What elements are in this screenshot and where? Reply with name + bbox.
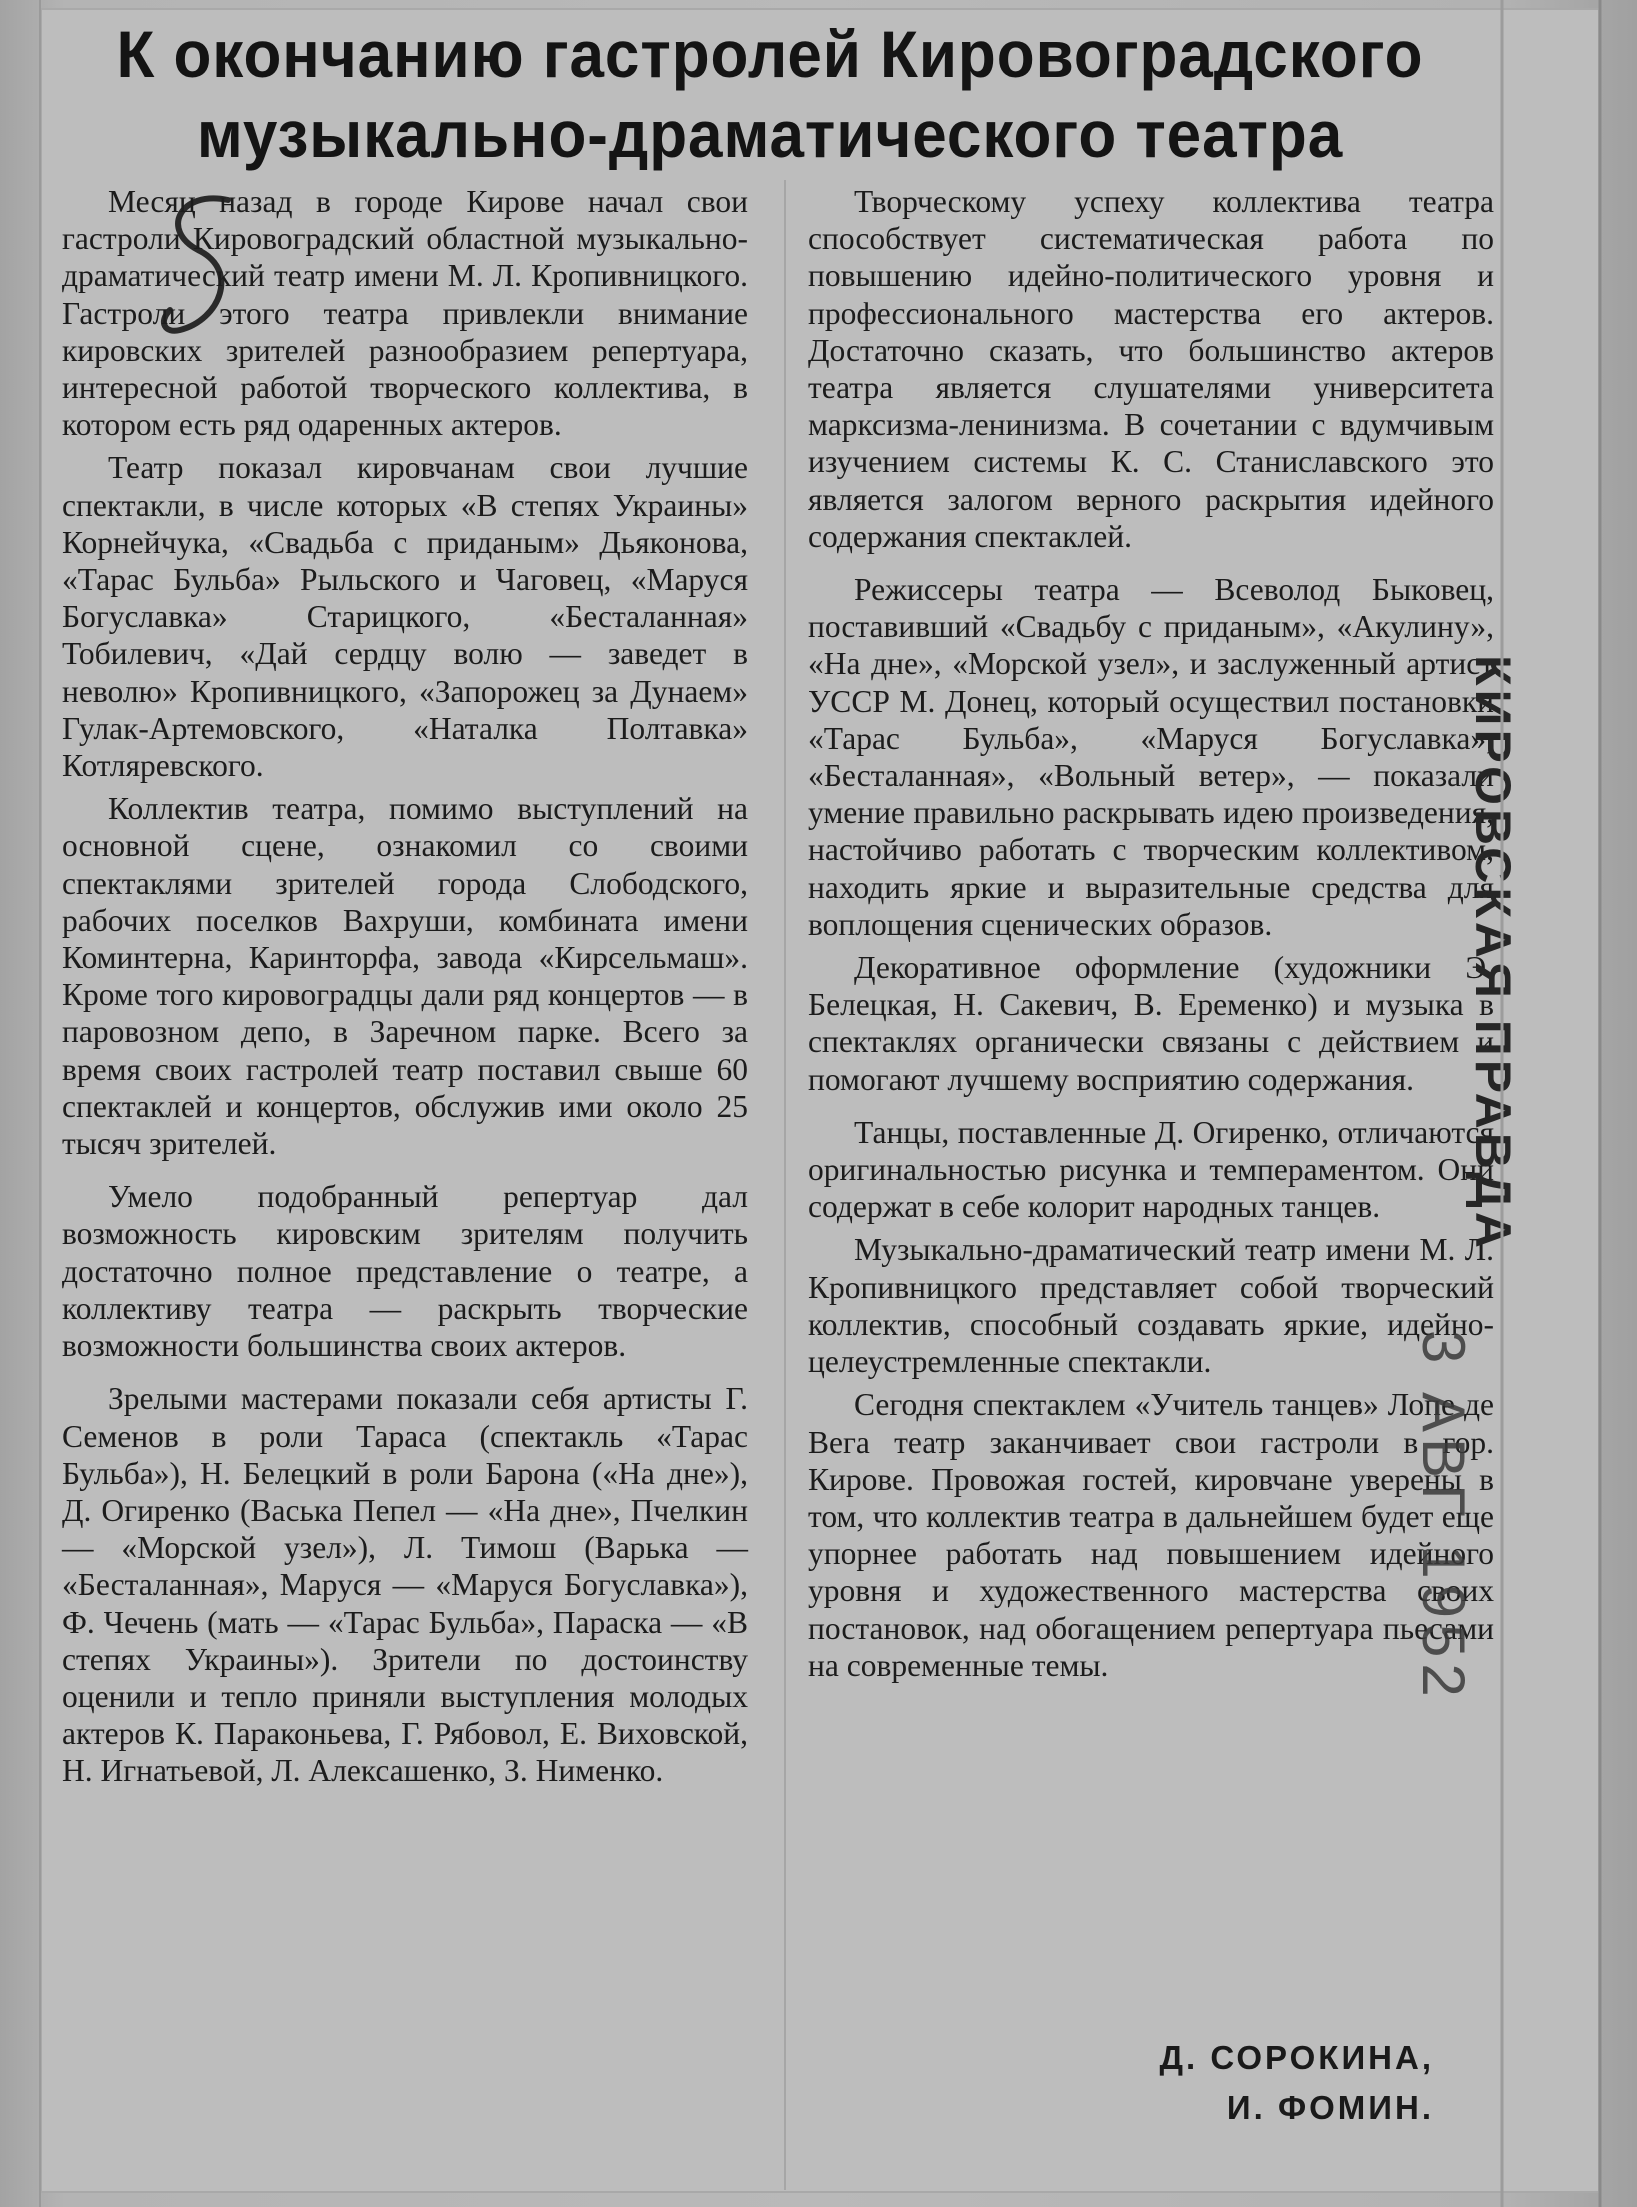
newspaper-name-stamp: КИРОВСКАЯ ПРАВДА — [1465, 655, 1521, 1252]
headline-line-2: музыкально-драматического театра — [196, 97, 1344, 171]
article-paragraph: Коллектив театра, помимо выступлений на основной сцене, ознакомил со своими спектаклями зрителей города Слободского, рабочих поселков Вахруши, комбината имени Коминтерна, Каринторфа, завода «Кирсельмаш». Кроме того кировоградцы дали ряд концертов — в паровозном депо, в Заречном парке. Всего за время своих гастролей театр поставил свыше 60 спектаклей и концертов, обслужив ими около 25 тысяч зрителей. — [62, 791, 748, 1162]
author-signature — [1160, 2033, 1434, 2133]
date-stamp: 3 АВГ 1952 — [1410, 1330, 1477, 1703]
article-paragraph: Сегодня спектаклем «Учитель танцев» Лопе де Вега театр заканчивает свои гастроли в гор. Кирове. Провожая гостей, кировчане уверены в том, что коллектив театра в дальнейшем будет еще упорнее работать над повышением идейного уровня и художественного мастерства своих постановок, над обогащением репертуара пьесами на современные темы. — [808, 1387, 1494, 1683]
article-paragraph: Танцы, поставленные Д. Огиренко, отличаются оригинальностью рисунка и темпераментом. Они содержат в себе колорит народных танцев. — [808, 1114, 1494, 1225]
article-paragraph: Режиссеры театра — Всеволод Быковец, поставивший «Свадьбу с приданым», «Акулину», «На дне», «Морской узел», и заслуженный артист УССР М. Донец, который осуществил постановки «Тарас Бульба», «Маруся Богуславка», «Бесталанная», «Вольный ветер», — показали умение правильно раскрывать идею произведения, настойчиво работать с творческим коллективом, находить яркие и выразительные средства для воплощения сценических образов. — [808, 572, 1494, 942]
article-paragraph: Месяц назад в городе Кирове начал свои гастроли Кировоградский областной музыкально-драматический театр имени М. Л. Кропивницкого. Гастроли этого театра привлекли внимание кировских зрителей разнообразием репертуара, интересной работой творческого коллектива, в котором есть ряд одаренных актеров. — [62, 184, 748, 443]
article-paragraph: Умело подобранный репертуар дал возможность кировским зрителям получить достаточно полное представление о театре, а коллективу театра — раскрыть творческие возможности большинства своих актеров. — [62, 1179, 748, 1364]
headline — [93, 14, 1447, 174]
article-paragraph: Творческому успеху коллектива театра способствует систематическая работа по повышению идейно-политического уровня и профессионального мастерства его актеров. Достаточно сказать, что большинство актеров театра является слушателями университета марксизма-ленинизма. В сочетании с вдумчивым изучением системы К. С. Станиславского это является залогом верного раскрытия идейного содержания спектаклей. — [808, 184, 1494, 554]
headline-line-1: К окончанию гастролей Кировоградского — [116, 17, 1424, 91]
article-column-right — [808, 183, 1494, 1690]
author-name: Д. СОРОКИНА, — [1159, 2039, 1434, 2076]
article-paragraph: Зрелыми мастерами показали себя артисты Г. Семенов в роли Тараса (спектакль «Тарас Бульба»), Н. Белецкий в роли Барона («На дне»), Д. Огиренко (Васька Пепел — «На дне», Пчелкин — «Морской узел»), Л. Тимош (Варька — «Бесталанная», Маруся — «Маруся Богуславка»), Ф. Чечень (мать — «Тарас Бульба», Параска — «В степях Украины»). Зрители по достоинству оценили и тепло приняли выступления молодых актеров К. Параконьева, Г. Рябовол, Е. Виховской, Н. Игнатьевой, Л. Алексашенко, З. Нименко. — [62, 1381, 748, 1789]
article-column-left — [62, 183, 748, 1796]
article-paragraph: Театр показал кировчанам свои лучшие спектакли, в числе которых «В степях Украины» Корнейчука, «Свадьба с приданым» Дьяконова, «Тарас Бульба» Рыльского и Чаговец, «Маруся Богуславка» Старицкого, «Бесталанная» Тобилевич, «Дай сердцу волю — заведет в неволю» Кропивницкого, «Запорожец за Дунаем» Гулак-Артемовского, «Наталка Полтавка» Котляревского. — [62, 450, 748, 784]
author-name: И. ФОМИН. — [1226, 2089, 1434, 2126]
article-paragraph: Музыкально-драматический театр имени М. Л. Кропивницкого представляет собой творческий коллектив, способный создавать яркие, идейно-целеустремленные спектакли. — [808, 1232, 1494, 1380]
article-paragraph: Декоративное оформление (художники Э. Белецкая, Н. Сакевич, В. Еременко) и музыка в спектаклях органически связаны с действием и помогают лучшему восприятию содержания. — [808, 950, 1494, 1097]
